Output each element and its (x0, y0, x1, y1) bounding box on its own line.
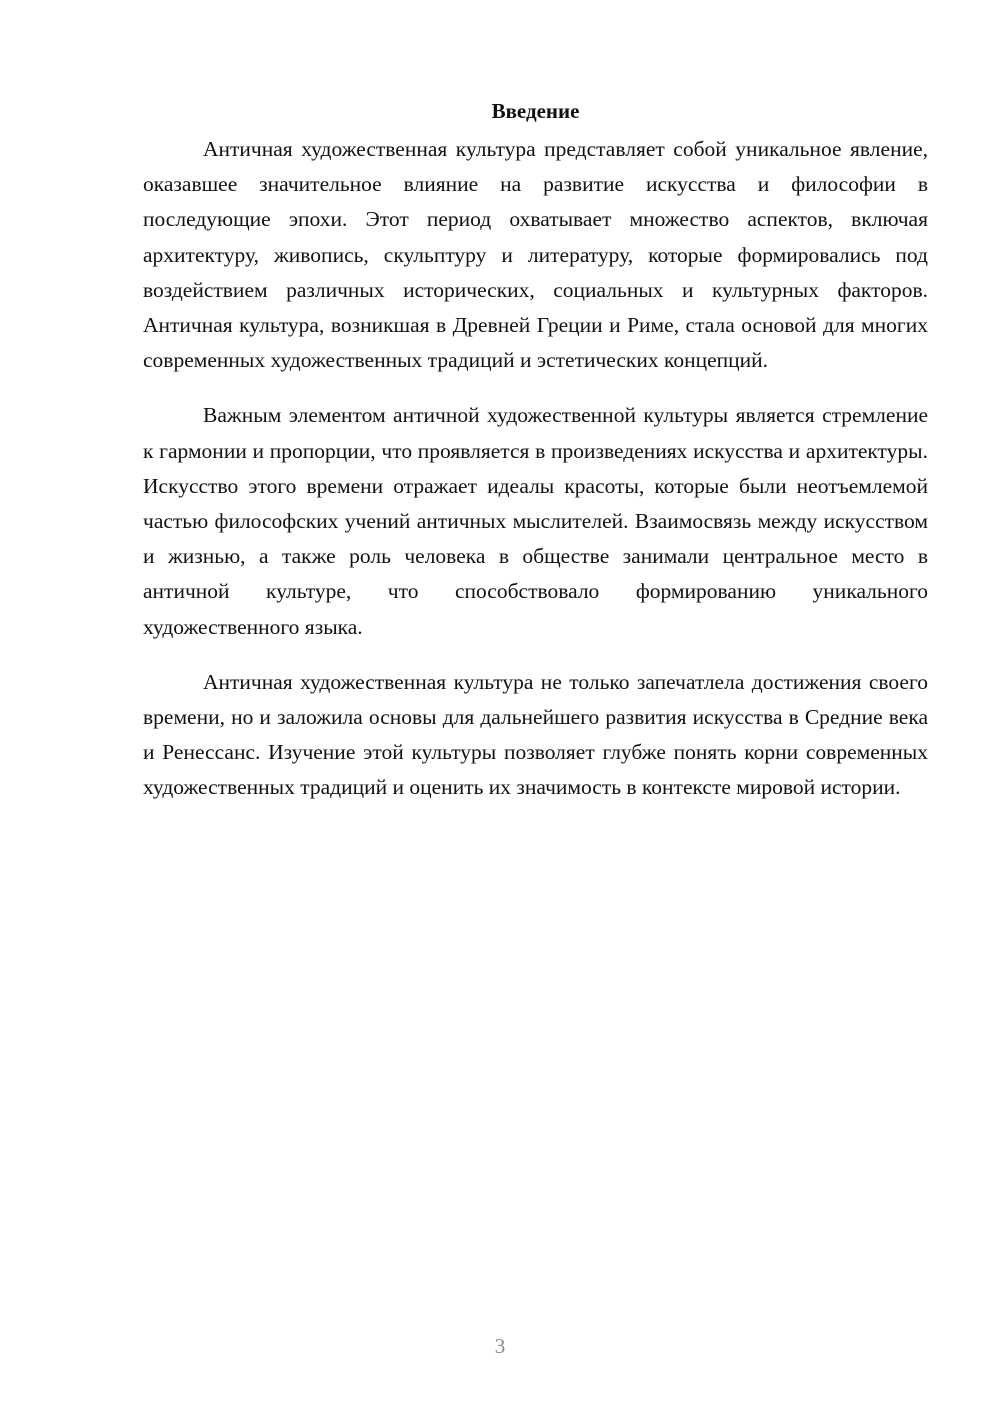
page-number: 3 (494, 1334, 506, 1358)
section-title: Введение (491, 99, 580, 123)
page-content (143, 96, 928, 806)
paragraph-2: Важным элементом античной художественной культуры является стремление к гармонии и пропорции, что проявляется в произведениях искусства и архитектуры. Искусство этого времени отражает идеалы красоты, которые были неотъемлемой частью философских учений античных мыслителей. Взаимосвязь между искусством и жизнью, а также роль человека в обществе занимали центральное место в античной культуре, что способствовало формированию уникального художественного языка. (143, 403, 928, 639)
paragraph-1: Античная художественная культура представляет собой уникальное явление, оказавшее значительное влияние на развитие искусства и философии в последующие эпохи. Этот период охватывает множество аспектов, включая архитектуру, живопись, скульптуру и литературу, которые формировались под воздействием различных исторических, социальных и культурных факторов. Античная культура, возникшая в Древней Греции и Риме, стала основой для многих современных художественных традиций и эстетических концепций. (143, 137, 928, 373)
paragraph-3: Античная художественная культура не только запечатлела достижения своего времени, но и заложила основы для дальнейшего развития искусства в Средние века и Ренессанс. Изучение этой культуры позволяет глубже понять корни современных художественных традиций и оценить их значимость в контексте мировой истории. (143, 669, 928, 800)
